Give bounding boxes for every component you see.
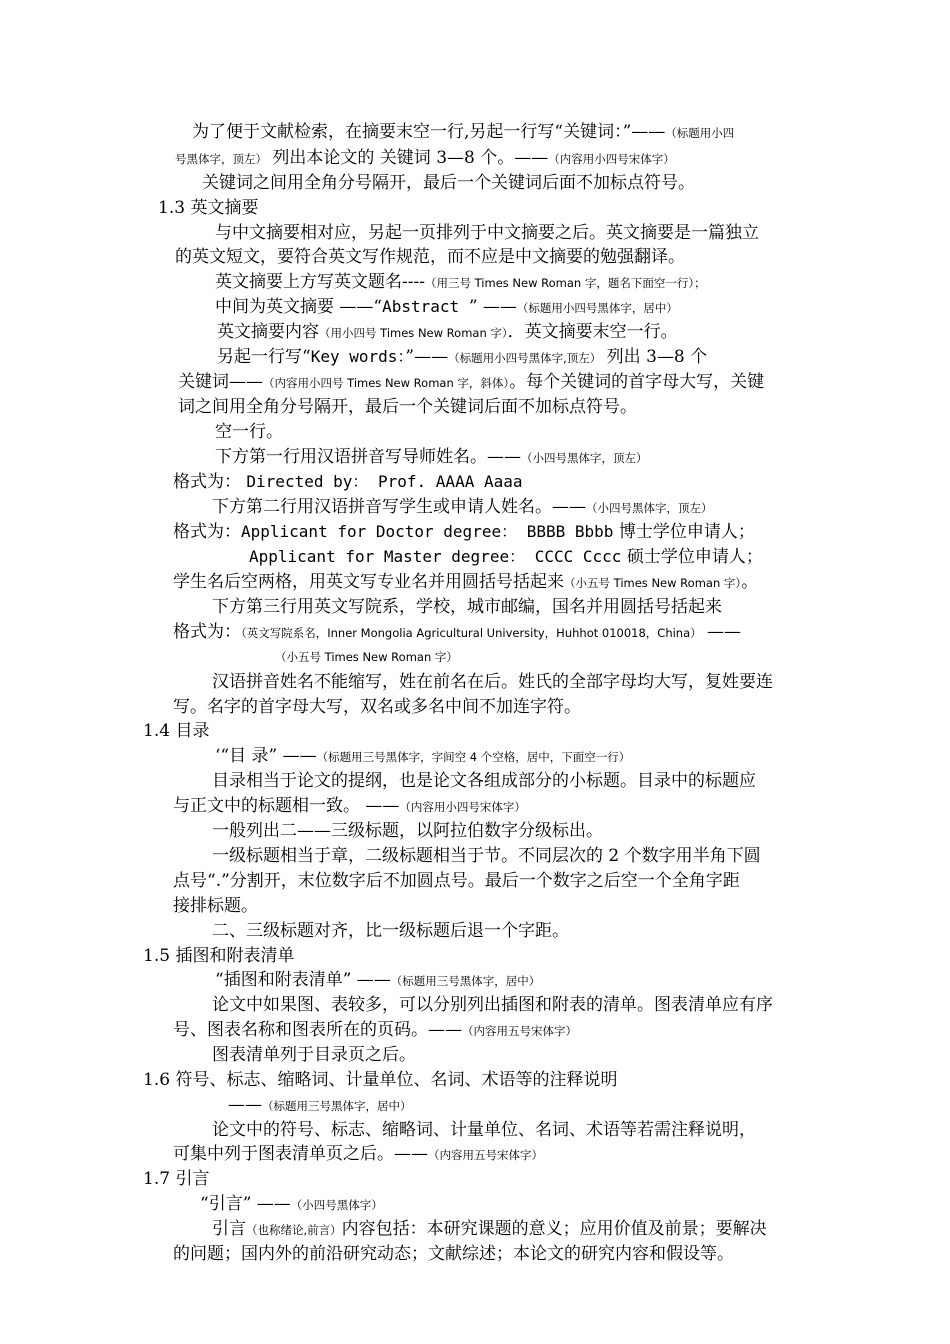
text-line (215, 744, 630, 769)
text-line (173, 520, 755, 544)
format-note: （用三号 Times New Roman 字，题名下面空一行）； (424, 276, 706, 290)
format-note: （标题用三号黑体字，居中） (390, 974, 541, 988)
text-line (202, 171, 695, 195)
line-text: 下方第二行用汉语拼音写学生或申请人姓名。—— (212, 497, 586, 517)
text-line (212, 819, 603, 843)
line-text: 词之间用全角分号隔开，最后一个关键词后面不加标点符号。 (178, 397, 637, 417)
format-note: （小五号 Times New Roman 字） (275, 650, 458, 664)
format-note: （小四号黑体字，顶左） (586, 501, 713, 515)
text-line (212, 1118, 756, 1142)
text-line (173, 869, 740, 893)
line-text: 格式为： (173, 622, 241, 642)
text-line (212, 1217, 767, 1242)
text-line (173, 1142, 543, 1167)
section-heading (143, 719, 209, 743)
line-text: 内容包括：本研究课题的意义；应用价值及前景；要解决 (341, 1219, 767, 1239)
format-note: （标题用三号黑体字，居中） (262, 1099, 412, 1113)
line-text: 格式为： (173, 472, 247, 492)
format-note: （用小四号 Times New Roman 字） (319, 326, 508, 340)
text-line (215, 295, 678, 320)
line-text: 空一行。 (215, 422, 283, 442)
line-text: 的英文短文，要符合英文写作规范，而不应是中文摘要的勉强翻译。 (175, 247, 685, 267)
text-line (215, 968, 540, 993)
line-text: 1.5 插图和附表清单 (143, 946, 295, 966)
text-line (212, 1043, 416, 1067)
line-text: 格式为： (173, 522, 241, 542)
line-text: 图表清单列于目录页之后。 (212, 1045, 416, 1065)
line-text: 硕士学位申请人； (621, 547, 763, 567)
line-text: ”—— (405, 347, 449, 367)
line-text: 1.6 符号、标志、缩略词、计量单位、名词、术语等的注释说明 (143, 1070, 618, 1090)
line-text: 二、三级标题对齐，比一级标题后退一个字距。 (212, 921, 569, 941)
line-text: 写。名字的首字母大写，双名或多名中间不加连字符。 (173, 697, 581, 717)
text-line (215, 445, 648, 470)
line-text: 引言 (212, 1219, 246, 1239)
line-text: 。 (741, 572, 759, 592)
text-line (173, 1242, 734, 1266)
text-line (175, 245, 685, 269)
line-text: ‘“目 录” —— (215, 746, 317, 766)
text-line (212, 919, 569, 943)
line-text: 论文中如果图、表较多，可以分别列出插图和附表的清单。图表清单应有序 (212, 995, 773, 1015)
line-text: 列出本论文的 关键词 3—8 个。—— (267, 148, 549, 168)
text-line (215, 270, 706, 295)
line-text: 的问题；国内外的前沿研究动态；文献综述；本论文的研究内容和假设等。 (173, 1244, 734, 1264)
format-note: （标题用小四号黑体字，居中） (516, 301, 678, 315)
line-text: 与中文摘要相对应，另起一页排列于中文摘要之后。英文摘要是一篇独立 (215, 223, 759, 243)
line-text: 为了便于文献检索，在摘要末空一行,另起一行写“关键词：”—— (192, 122, 666, 142)
format-note: （标题用三号黑体字，字间空 4 个空格，居中，下面空一行） (316, 750, 631, 764)
text-line (249, 545, 763, 569)
line-text: 汉语拼音姓名不能缩写，姓在前名在后。姓氏的全部字母均大写，复姓要连 (212, 672, 773, 692)
format-note: （内容用五号宋体字） (462, 1024, 577, 1038)
format-note: （内容用小四号宋体字） (548, 152, 675, 166)
line-text: 一级标题相当于章，二级标题相当于节。不同层次的 2 个数字用半角下圆 (212, 846, 761, 866)
line-text: 关键词—— (178, 372, 263, 392)
line-text: 英文摘要内容 (217, 322, 319, 342)
text-line (178, 370, 764, 395)
line-text: 英文摘要上方写英文题名---- (215, 272, 425, 292)
text-line (275, 644, 458, 669)
line-text: 目录相当于论文的提纲，也是论文各组成部分的小标题。目录中的标题应 (212, 771, 756, 791)
format-note: （小四号黑体字） (290, 1198, 383, 1212)
text-line (217, 345, 707, 370)
line-text: 1.4 目录 (143, 721, 210, 741)
line-text: 1.3 英文摘要 (158, 198, 259, 218)
line-text: “插图和附表清单” —— (215, 970, 391, 990)
format-note: （小四号黑体字，顶左） (521, 451, 648, 465)
section-heading (158, 196, 258, 220)
text-line (178, 395, 637, 419)
line-text: —— (228, 1095, 262, 1115)
line-text: “引言” —— (200, 1194, 291, 1214)
text-line (173, 794, 526, 819)
text-line (212, 595, 722, 619)
line-text: 学生名后空两格，用英文写专业名并用圆括号括起来 (173, 572, 564, 592)
line-text: 可集中列于图表清单页之后。—— (173, 1144, 428, 1164)
format-note: （标题用小四 (665, 126, 735, 140)
text-line (200, 1192, 383, 1217)
line-text: 列出 3—8 个 (601, 347, 708, 367)
english-sample-text: Abstract (382, 297, 469, 316)
section-heading (143, 1167, 209, 1191)
line-text: 与正文中的标题相一致。 —— (173, 796, 400, 816)
line-text: 一般列出二——三级标题，以阿拉伯数字分级标出。 (212, 821, 603, 841)
text-line (173, 695, 581, 719)
text-line (215, 420, 283, 444)
english-sample-text: Key words： (310, 347, 406, 366)
text-line (217, 320, 678, 345)
line-text: 下方第三行用英文写院系，学校，城市邮编，国名并用圆括号括起来 (212, 597, 722, 617)
format-note: （标题用小四号黑体字,顶左） (448, 351, 602, 365)
line-text: 中间为英文摘要 ——“ (215, 297, 383, 317)
text-line (212, 495, 713, 520)
line-text: 论文中的符号、标志、缩略词、计量单位、名词、术语等若需注释说明， (212, 1120, 756, 1140)
format-note: （内容用小四号 Times New Roman 字，斜体） (263, 376, 510, 390)
text-line (173, 1018, 577, 1043)
format-note: （英文写院系名，Inner Mongolia Agricultural University，Huhhot 010018，China） (241, 626, 702, 640)
format-note: 号黑体字，顶左） (175, 152, 267, 166)
line-text: ．英文摘要末空一行。 (507, 322, 678, 342)
text-line (212, 769, 756, 793)
format-note: （也称绪论,前言） (246, 1223, 342, 1237)
line-text: ” —— (468, 297, 517, 317)
line-text: 另起一行写“ (217, 347, 311, 367)
english-sample-text: Directed by： Prof. AAAA Aaaa (246, 472, 523, 491)
line-text: 博士学位申请人； (613, 522, 755, 542)
format-note: （小五号 Times New Roman 字） (564, 576, 742, 590)
text-line (228, 1093, 412, 1118)
text-line (212, 670, 773, 694)
line-text: 。每个关键词的首字母大写，关键 (509, 372, 765, 392)
text-line (192, 120, 734, 145)
line-text: 1.7 引言 (143, 1169, 210, 1189)
text-line (173, 894, 258, 918)
text-line (173, 470, 523, 494)
text-line (212, 844, 761, 868)
format-note: （内容用五号宋体字） (428, 1148, 543, 1162)
format-note: （内容用小四号宋体字） (399, 800, 526, 814)
line-text: 下方第一行用汉语拼音写导师姓名。—— (215, 447, 521, 467)
text-line (215, 221, 759, 245)
line-text: 点号“.”分割开，末位数字后不加圆点号。最后一个数字之后空一个全角字距 (173, 871, 740, 891)
text-line (173, 620, 741, 645)
english-sample-text: Applicant for Master degree： CCCC Cccc (249, 547, 622, 566)
english-sample-text: Applicant for Doctor degree： BBBB Bbbb (241, 522, 614, 541)
text-line (212, 993, 773, 1017)
line-text: 接排标题。 (173, 896, 258, 916)
line-text: —— (701, 622, 742, 642)
section-heading (143, 1068, 617, 1092)
line-text: 关键词之间用全角分号隔开，最后一个关键词后面不加标点符号。 (202, 173, 695, 193)
text-line (175, 146, 675, 171)
text-line (173, 570, 758, 595)
line-text: 号、图表名称和图表所在的页码。—— (173, 1020, 462, 1040)
section-heading (143, 944, 294, 968)
